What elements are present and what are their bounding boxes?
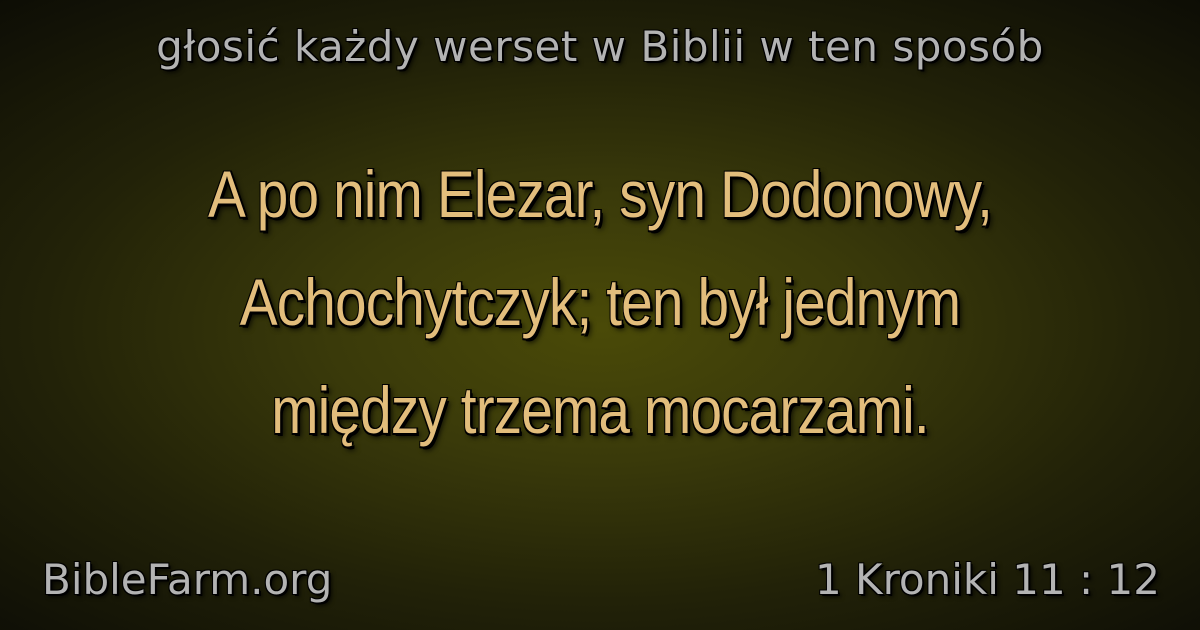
- verse-reference: 1 Kroniki 11 : 12: [814, 555, 1160, 604]
- tagline: głosić każdy werset w Biblii w ten sposób: [156, 22, 1044, 71]
- site-name: BibleFarm.org: [42, 555, 333, 604]
- verse-line-2: Achochytczyk; ten był jednym: [239, 265, 961, 339]
- verse-line-3: między trzema mocarzami.: [271, 373, 929, 447]
- verse-text: [118, 140, 1081, 464]
- verse-line-1: A po nim Elezar, syn Dodonowy,: [208, 157, 992, 231]
